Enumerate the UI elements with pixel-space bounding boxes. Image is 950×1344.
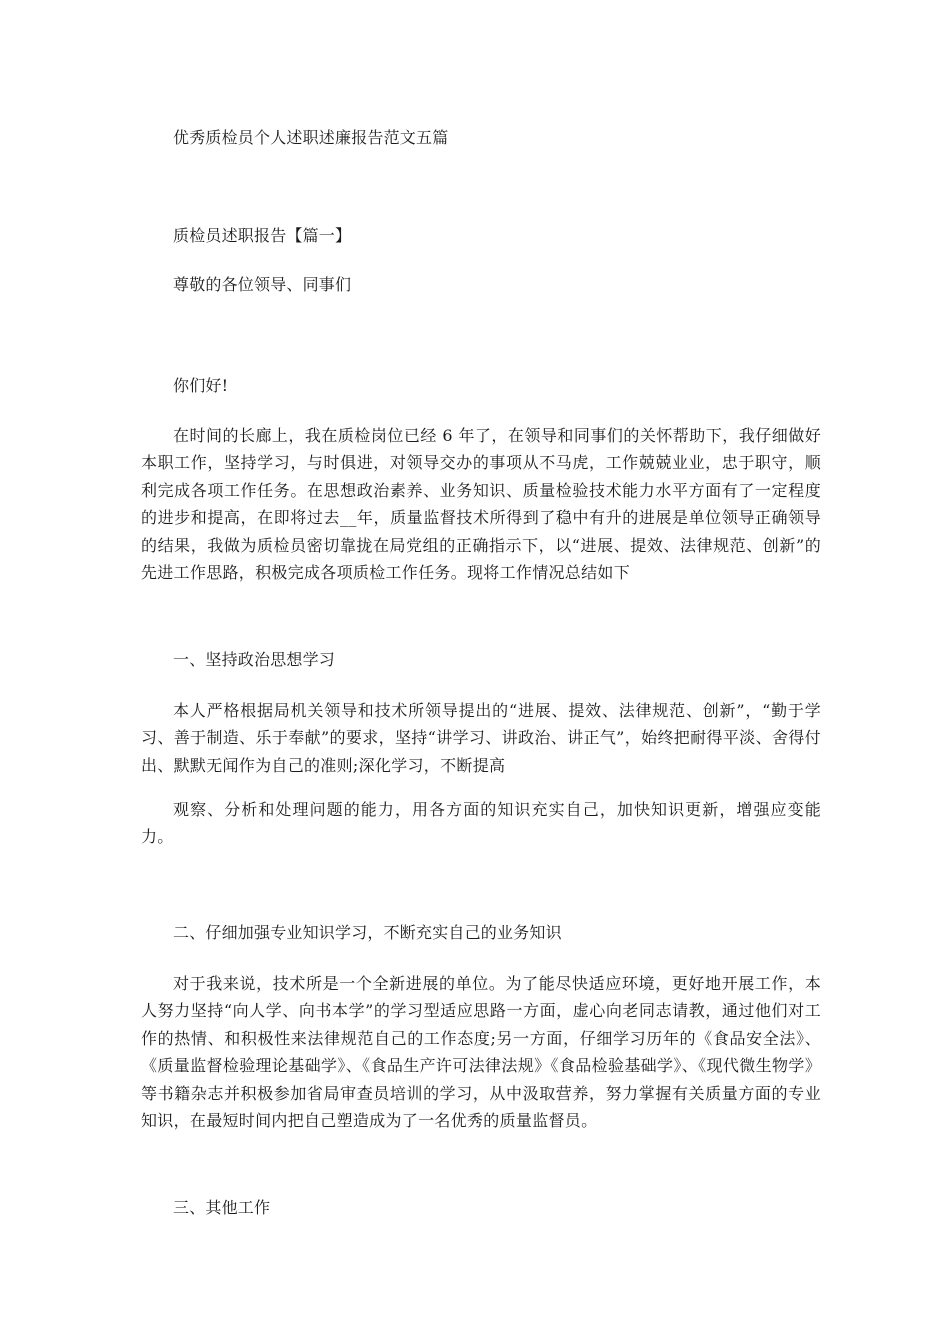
salutation: 尊敬的各位领导、同事们 — [173, 275, 352, 294]
heading-2: 二、仔细加强专业知识学习，不断充实自己的业务知识 — [173, 923, 562, 942]
paragraph-2: 对于我来说，技术所是一个全新进展的单位。为了能尽快适应环境，更好地开展工作，本人努力坚持“向人学、向书本学”的学习型适应思路一方面，虚心向老同志请教，通过他们对工作的热情、和积极性来法律规范自己的工作态度;另一方面，仔细学习历年的《食品安全法》、《质量监督检验理论基础学》、《食品生产许可法律法规》《食品检验基础学》、《现代微生物学》等书籍杂志并积极参加省局审查员培训的学习，从中汲取营养，努力掌握有关质量方面的专业知识，在最短时间内把自己塑造成为了一名优秀的质量监督员。 — [141, 974, 821, 1131]
document-title: 优秀质检员个人述职述廉报告范文五篇 — [173, 128, 449, 147]
greeting: 你们好! — [173, 376, 229, 395]
intro-paragraph: 在时间的长廊上，我在质检岗位已经 6 年了，在领导和同事们的关怀帮助下，我仔细做好本职工作，坚持学习，与时俱进，对领导交办的事项从不马虎，工作兢兢业业，忠于职守，顺利完成各项工作任务。在思想政治素养、业务知识、质量检验技术能力水平方面有了一定程度的进步和提高，在即将过去__年，质量监督技术所得到了稳中有升的进展是单位领导正确领导的结果，我做为质检员密切靠拢在局党组的正确指示下，以“进展、提效、法律规范、创新”的先进工作思路，积极完成各项质检工作任务。现将工作情况总结如下 — [141, 426, 821, 583]
heading-1: 一、坚持政治思想学习 — [173, 650, 336, 669]
heading-3: 三、其他工作 — [173, 1198, 271, 1217]
paragraph-1b: 观察、分析和处理问题的能力，用各方面的知识充实自己，加快知识更新，增强应变能力。 — [141, 800, 821, 847]
section-heading: 质检员述职报告【篇一】 — [173, 226, 352, 245]
paragraph-1a: 本人严格根据局机关领导和技术所领导提出的“进展、提效、法律规范、创新”，“勤于学习、善于制造、乐于奉献”的要求，坚持“讲学习、讲政治、讲正气”，始终把耐得平淡、舍得付出、默默无闻作为自己的准则;深化学习，不断提高 — [141, 701, 821, 775]
